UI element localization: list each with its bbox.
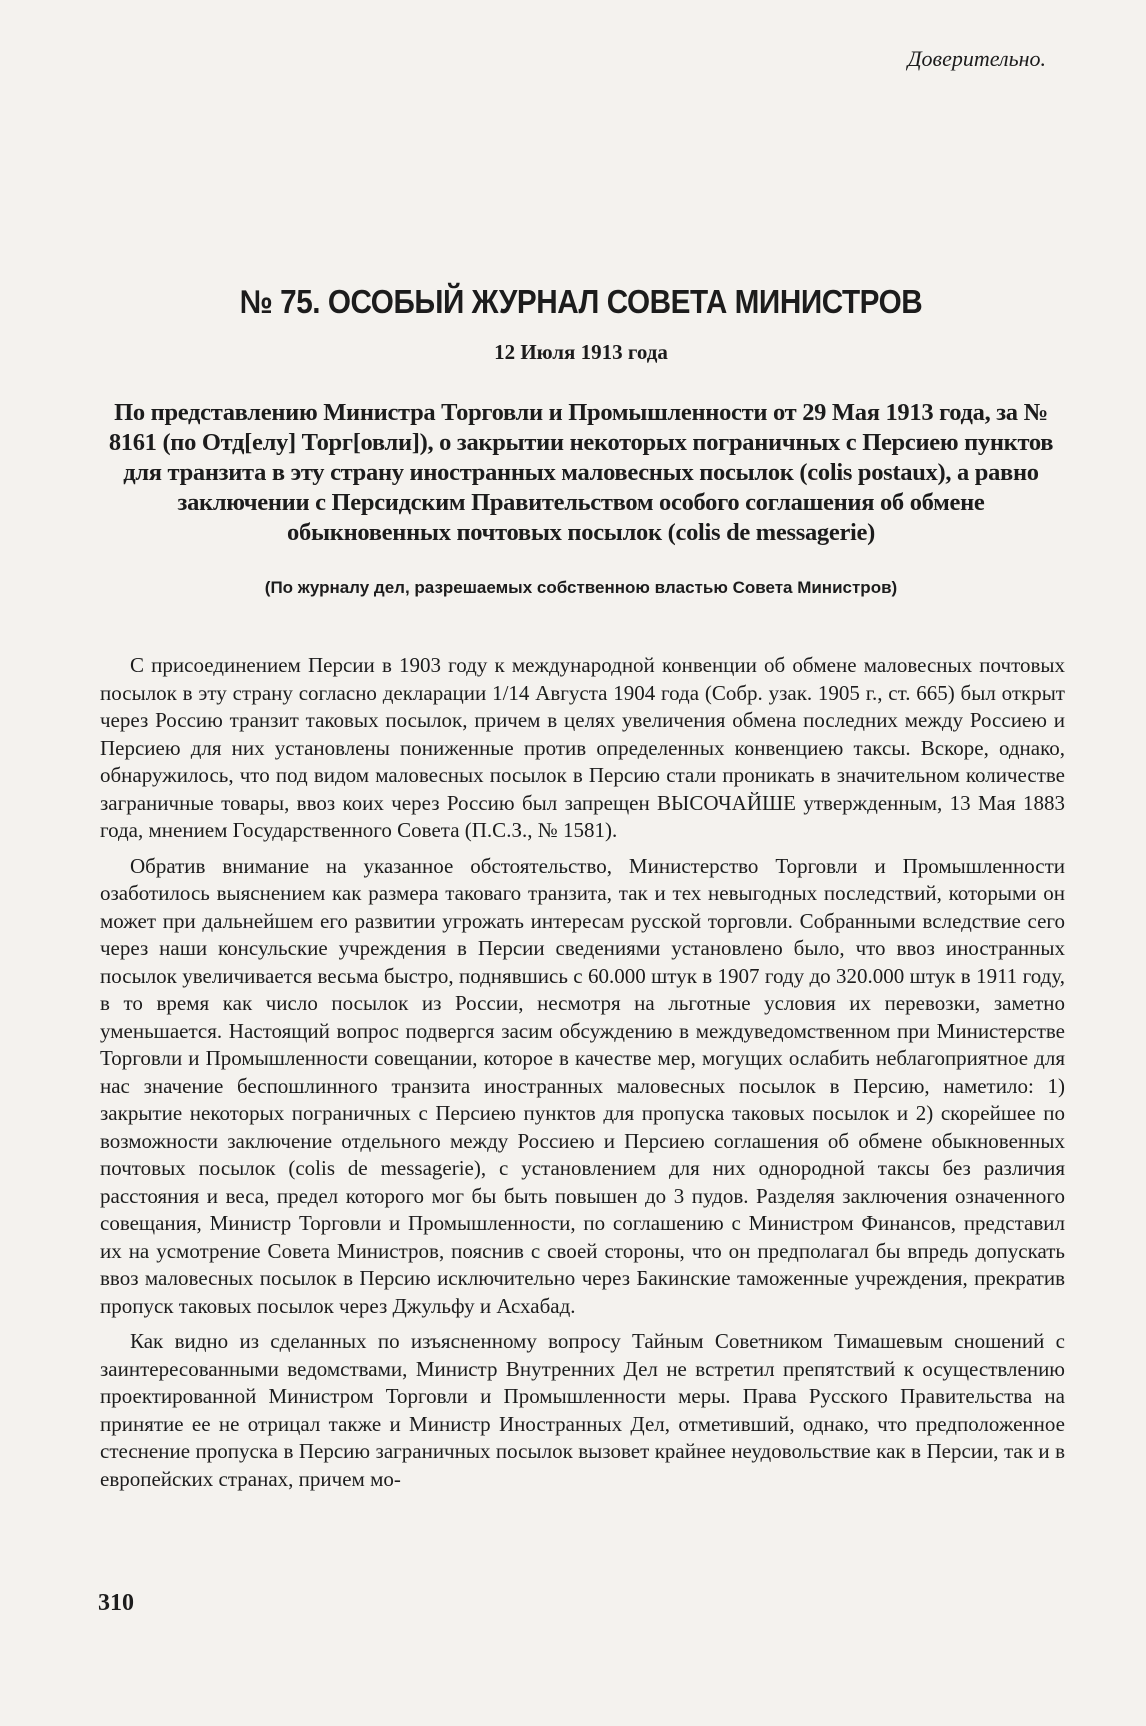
document-title: № 75. ОСОБЫЙ ЖУРНАЛ СОВЕТА МИНИСТРОВ	[239, 283, 923, 320]
paragraph: С присоединением Персии в 1903 году к международной конвенции об обмене маловесных почтовых посылок в эту страну согласно декларации 1/14 Августа 1904 года (Собр. узак. 1905 г., ст. 665) был открыт через Россию транзит таковых посылок, причем в целях увеличения обмена последних между Россиею и Персиею для них установлены пониженные против определенных конвенциею таксы. Вскоре, однако, обнаружилось, что под видом маловесных посылок в Персию стали проникать в значительном количестве заграничные товары, ввоз коих через Россию был запрещен ВЫСОЧАЙШЕ утвержденным, 13 Мая 1883 года, мнением Государственного Совета (П.С.З., № 1581).	[100, 653, 1065, 842]
document-subject: По представлению Министра Торговли и Промышленности от 29 Мая 1913 года, за № 8161 (по Отд[елу] Торг[овли]), о закрытии некоторых пограничных с Персиею пунктов для транзита в эту страну иностранных маловесных посылок (colis postaux), а равно заключении с Персидским Правительством особого соглашения об обмене обыкновенных почтовых посылок (colis de messagerie)	[108, 399, 1054, 546]
page-number: 310	[98, 1590, 134, 1616]
paragraph: Обратив внимание на указанное обстоятельство, Министерство Торговли и Промышленности озаботилось выяснением как размера таковаго транзита, так и тех невыгодных последствий, которыми он может при дальнейшем его развитии угрожать интересам русской торговли. Собранными вследствие сего через наши консульские учреждения в Персии сведениями установлено было, что ввоз иностранных посылок увеличивается весьма быстро, поднявшись с 60.000 штук в 1907 году до 320.000 штук в 1911 году, в то время как число посылок из России, несмотря на льготные условия их перевозки, заметно уменьшается. Настоящий вопрос подвергся засим обсуждению в междуведомственном при Министерстве Торговли и Промышленности совещании, которое в качестве мер, могущих ослабить неблагоприятное для нас значение беспошлинного транзита иностранных маловесных посылок в Персию, наметило: 1) закрытие некоторых пограничных с Персиею пунктов для пропуска таковых посылок и 2) скорейшее по возможности заключение отдельного между Россиею и Персиею соглашения об обмене обыкновенных почтовых посылок (colis de messagerie), с установлением для них однородной таксы без различия расстояния и веса, предел которого мог бы быть повышен до 3 пудов. Разделяя заключения означенного совещания, Министр Торговли и Промышленности, по соглашению с Министром Финансов, представил их на усмотрение Совета Министров, пояснив с своей стороны, что он предполагал бы впредь допускать ввоз маловесных посылок в Персию исключительно через Бакинские таможенные учреждения, прекратив пропуск таковых посылок через Джульфу и Асхабад.	[100, 853, 1065, 1318]
confidential-mark: Доверительно.	[907, 46, 1046, 71]
document-date: 12 Июля 1913 года	[494, 340, 668, 364]
body-text	[100, 652, 1065, 1501]
document-note: (По журналу дел, разрешаемых собственною властью Совета Министров)	[264, 578, 898, 597]
paragraph: Как видно из сделанных по изъясненному вопросу Тайным Советником Тимашевым сношений с заинтересованными ведомствами, Министр Внутренних Дел не встретил препятствий к осуществлению проектированной Министром Торговли и Промышленности меры. Права Русского Правительства на принятие ее не отрицал также и Министр Иностранных Дел, отметивший, однако, что предположенное стеснение пропуска в Персию заграничных посылок вызовет крайнее неудовольствие как в Персии, так и в европейских странах, причем мо-	[100, 1329, 1065, 1491]
